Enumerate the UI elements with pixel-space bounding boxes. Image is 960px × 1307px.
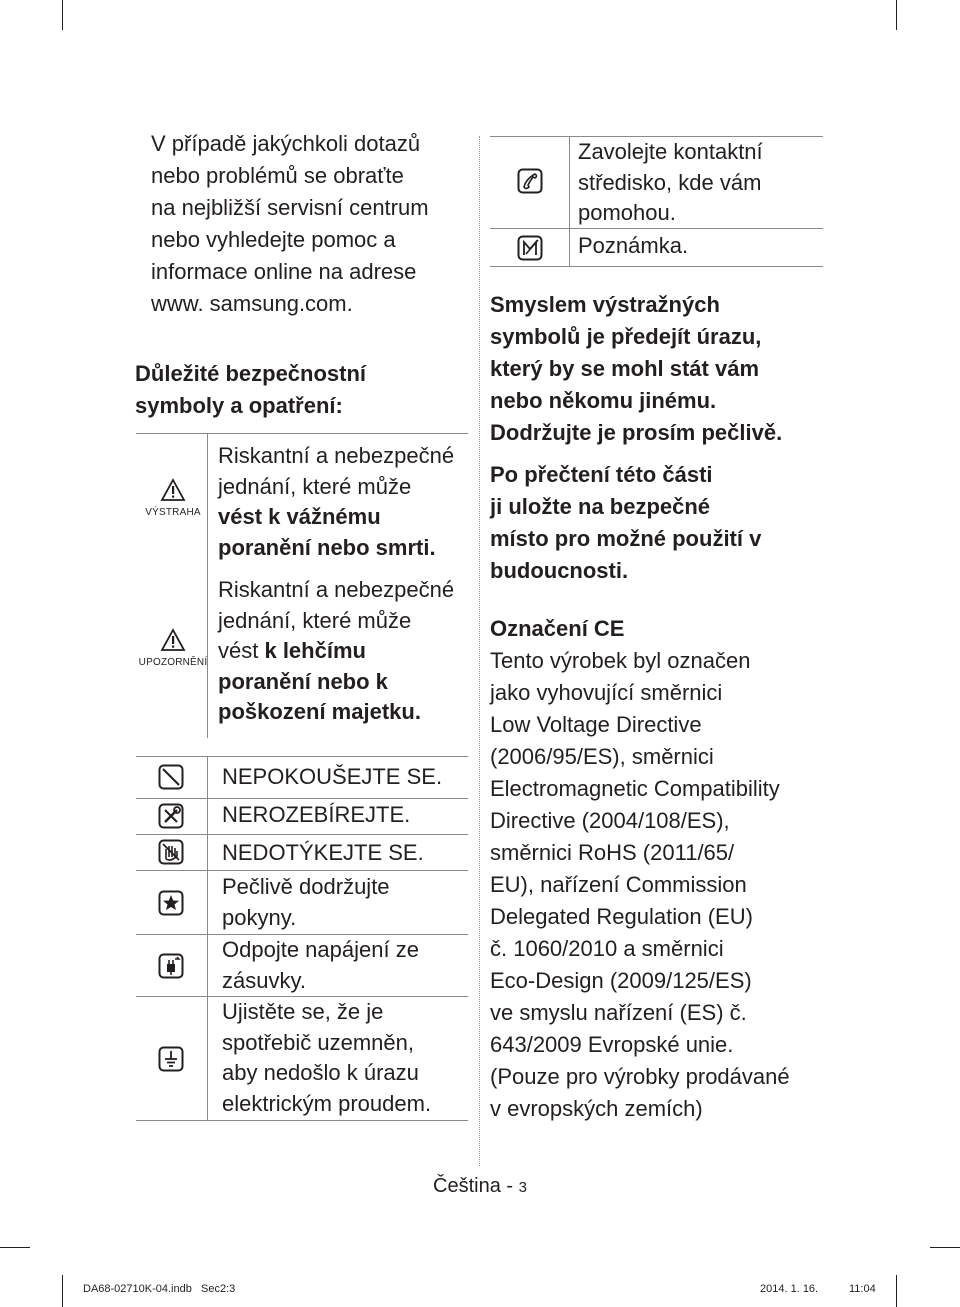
- symbol-text-ground: Ujistěte se, že je spotřebič uzemněn, aby nedošlo k úrazu elektrickým proudem.: [222, 999, 432, 1116]
- divider: [136, 756, 468, 757]
- warning-label: VÝSTRAHA: [145, 507, 201, 518]
- crop-mark: [896, 0, 897, 30]
- unplug-icon: [158, 953, 184, 979]
- contact-text: Zavolejte kontaktní středisko, kde vám pomohou.: [578, 139, 763, 225]
- intro-line: nebo vyhledejte pomoc a: [151, 227, 396, 252]
- slug-file: DA68-02710K-04.indb Sec2:3: [83, 1283, 236, 1295]
- caution-label: UPOZORNĚNÍ: [138, 657, 208, 668]
- divider: [136, 834, 468, 835]
- intro-line: na nejbližší servisní centrum: [151, 195, 429, 220]
- divider: [136, 798, 468, 799]
- divider: [136, 433, 468, 434]
- ce-section: Označení CE Tento výrobek byl označen jako vyhovující směrnici Low Voltage Directive (2006/95/ES), směrnici Electromagnetic Compatibility Directive (2004/108/ES), směrnici RoHS (2011/65/ EU), nařízení Commission Delegated Regulation (EU) č. 1060/2010 a směrnici Eco-Design (2009/125/ES) ve smyslu nařízení (ES) č. 643/2009 Evropské unie. (Pouze pro výrobky prodávané v evropských zemích): [490, 613, 790, 1125]
- ground-icon: [158, 1046, 184, 1072]
- symbol-text-touch: NEDOTÝKEJTE SE.: [222, 840, 424, 865]
- star-instruction-icon: [158, 890, 184, 916]
- page-footer: [0, 1175, 960, 1198]
- no-touch-icon: [158, 839, 184, 865]
- safety-heading: Důležité bezpečnostní symboly a opatření:: [135, 361, 367, 418]
- intro-line: informace online na adrese: [151, 259, 417, 284]
- intro-line: V případě jakýchkoli dotazů: [151, 131, 421, 156]
- slug-time: 11:04: [849, 1283, 876, 1295]
- warning-text: Riskantní a nebezpečné jednání, které může vést k vážnému poranění nebo smrti.: [218, 443, 455, 560]
- divider: [490, 266, 823, 267]
- crop-mark: [896, 1275, 897, 1307]
- divider: [136, 870, 468, 871]
- purpose-paragraph: Smyslem výstražných symbolů je předejít úrazu, který by se mohl stát vám nebo někomu jinému. Dodržujte je prosím pečlivě.: [490, 292, 783, 445]
- page-number: 3: [518, 1179, 527, 1196]
- crop-mark: [62, 1275, 63, 1307]
- divider: [569, 136, 570, 266]
- divider: [136, 1120, 468, 1121]
- no-disassembly-icon: [158, 803, 184, 829]
- symbol-text-instructions: Pečlivě dodržujte pokyny.: [222, 874, 390, 930]
- intro-line: www. samsung.com.: [151, 291, 353, 316]
- footer-language: Čeština -: [433, 1175, 519, 1197]
- intro-paragraph: [151, 128, 471, 320]
- warning-triangle-icon: [160, 478, 186, 502]
- crop-mark: [0, 1247, 30, 1248]
- symbol-text-disassembly: NEROZEBÍREJTE.: [222, 802, 411, 827]
- note-icon: [517, 235, 543, 261]
- prohibited-icon: [158, 764, 184, 790]
- caution-text: Riskantní a nebezpečné jednání, které může vést k lehčímu poranění nebo k poškození majetku.: [218, 577, 455, 724]
- ce-title: Označení CE: [490, 616, 625, 641]
- slug-date: 2014. 1. 16.: [760, 1283, 819, 1295]
- keep-paragraph: Po přečtení této části ji uložte na bezpečné místo pro možné použití v budoucnosti.: [490, 462, 762, 583]
- symbol-text-prohibited: NEPOKOUŠEJTE SE.: [222, 764, 443, 789]
- note-text: Poznámka.: [578, 233, 689, 258]
- crop-mark: [62, 0, 63, 30]
- crop-mark: [930, 1247, 960, 1248]
- caution-symbol: [133, 628, 213, 668]
- divider: [207, 756, 208, 1120]
- intro-line: nebo problémů se obraťte: [151, 163, 404, 188]
- caution-triangle-icon: [160, 628, 186, 652]
- warning-symbol: [133, 478, 213, 518]
- symbol-text-unplug: Odpojte napájení ze zásuvky.: [222, 937, 419, 993]
- column-separator: [479, 136, 480, 1166]
- phone-icon: [517, 168, 543, 194]
